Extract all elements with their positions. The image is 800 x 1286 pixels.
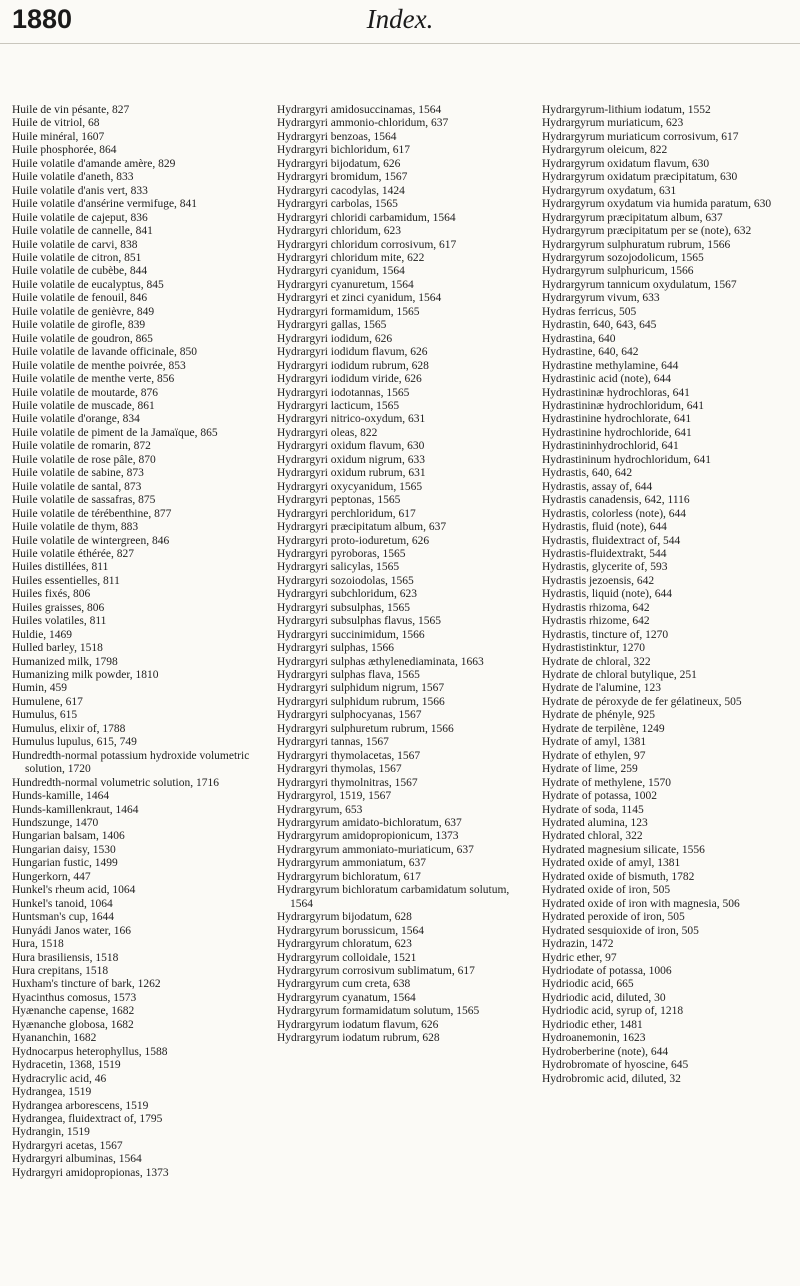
index-entry: Huile phosphorée, 864 xyxy=(12,144,117,157)
index-entry: Hydrargyri salicylas, 1565 xyxy=(277,561,400,574)
index-entry: Hydrastin, 640, 643, 645 xyxy=(542,319,657,332)
index-entry: Huile volatile de fenouil, 846 xyxy=(12,292,148,305)
index-entry: Hydrargyrum ammoniatum, 637 xyxy=(277,857,426,870)
index-entry: Hydrargyrum bichloratum carbamidatum solutum, 1564 xyxy=(277,884,510,910)
index-entry: Hydrate de chloral butylique, 251 xyxy=(542,669,697,682)
index-entry: Huntsman's cup, 1644 xyxy=(12,911,115,924)
index-entry: Hydrargyri gallas, 1565 xyxy=(277,319,387,332)
index-entry: Hydrastis jezoensis, 642 xyxy=(542,574,655,587)
index-entry: Hydrangea arborescens, 1519 xyxy=(12,1099,149,1112)
index-entry: Hydrargyri cacodylas, 1424 xyxy=(277,184,405,197)
index-entry: Hydrargyrum præcipitatum album, 637 xyxy=(542,211,723,224)
index-entry: Hydrastis, tincture of, 1270 xyxy=(542,628,669,641)
index-entry: Hydrargyri sulphas, 1566 xyxy=(277,642,395,655)
index-entry: Hunkel's tanoid, 1064 xyxy=(12,897,113,910)
index-entry: Huile volatile éthérée, 827 xyxy=(12,547,134,560)
index-entry: Hunds-kamille, 1464 xyxy=(12,790,110,803)
index-entry: Hydrastine methylamine, 644 xyxy=(542,359,679,372)
index-entry: Hydrargyri lacticum, 1565 xyxy=(277,399,400,412)
index-entry: Hydrargyri iodidum flavum, 626 xyxy=(277,346,428,359)
index-entry: Hydrated magnesium silicate, 1556 xyxy=(542,843,705,856)
index-entry: Huile volatile d'ansérine vermifuge, 841 xyxy=(12,198,198,211)
index-entry: Hydrargyrum sulphuricum, 1566 xyxy=(542,265,694,278)
index-entry: Hydrate of amyl, 1381 xyxy=(542,736,647,749)
index-entry: Huile volatile de citron, 851 xyxy=(12,251,142,264)
index-column-2 xyxy=(277,104,535,1046)
index-entry: Hydrargyrum-lithium iodatum, 1552 xyxy=(542,104,711,116)
index-entry: Hydrargyri sulphas flava, 1565 xyxy=(277,669,420,682)
index-entry: Hydrated chloral, 322 xyxy=(542,830,643,843)
index-entry: Hydrastis, colorless (note), 644 xyxy=(542,507,687,520)
index-entry: Hydrargyrum sozojodolicum, 1565 xyxy=(542,251,704,264)
index-entry: Hydrastis, fluid (note), 644 xyxy=(542,521,667,534)
index-entry: Hydrangea, 1519 xyxy=(12,1086,92,1099)
index-entry: Hydriodic acid, 665 xyxy=(542,978,634,991)
index-entry: Hydrate de l'alumine, 123 xyxy=(542,682,661,695)
index-entry: Hura, 1518 xyxy=(12,938,64,951)
index-entry: Hydrargyrum muriaticum corrosivum, 617 xyxy=(542,130,739,143)
index-entry: Hydrargyri oxidum nigrum, 633 xyxy=(277,453,425,466)
index-entry: Hydrate of soda, 1145 xyxy=(542,803,644,816)
index-entry: Hydrargyri tannas, 1567 xyxy=(277,736,389,749)
index-entry: Hydrargyri et zinci cyanidum, 1564 xyxy=(277,292,442,305)
page-header xyxy=(0,0,800,44)
index-entry: Huile volatile de eucalyptus, 845 xyxy=(12,278,164,291)
index-entry: Hydrargyri præcipitatum album, 637 xyxy=(277,521,447,534)
index-entry: Hydrate de phényle, 925 xyxy=(542,709,656,722)
index-entry: Hunyádi Janos water, 166 xyxy=(12,924,131,937)
index-column-3 xyxy=(542,104,796,1086)
index-entry: Hulled barley, 1518 xyxy=(12,642,103,655)
index-entry: Humulus, 615 xyxy=(12,709,78,722)
index-entry: Hundredth-normal potassium hydroxide volumetric solution, 1720 xyxy=(12,749,250,776)
index-entry: Hydrargyrum amidato-bichloratum, 637 xyxy=(277,817,462,830)
index-entry: Hydrargyri sulphas æthylenediaminata, 1663 xyxy=(277,655,484,668)
index-entry: Hydrargyrum, 653 xyxy=(277,803,363,816)
index-entry: Huile volatile de goudron, 865 xyxy=(12,332,153,345)
index-entry: Humanizing milk powder, 1810 xyxy=(12,669,159,682)
index-entry: Hydrated alumina, 123 xyxy=(542,817,648,830)
index-entry: Huile volatile d'aneth, 833 xyxy=(12,171,134,184)
index-entry: Huile volatile de cubèbe, 844 xyxy=(12,265,148,278)
index-entry: Hydrargyri bichloridum, 617 xyxy=(277,144,410,157)
index-entry: Huile minéral, 1607 xyxy=(12,130,105,143)
index-entry: Humulus lupulus, 615, 749 xyxy=(12,736,137,749)
index-entry: Hydrargyrum muriaticum, 623 xyxy=(542,117,684,130)
index-entry: Hydrargyri proto-ioduretum, 626 xyxy=(277,534,430,547)
index-entry: Huxham's tincture of bark, 1262 xyxy=(12,978,161,991)
index-entry: Hydrargyrum ammoniato-muriaticum, 637 xyxy=(277,843,474,856)
index-entry: Hydrargyri nitrico-oxydum, 631 xyxy=(277,413,426,426)
index-entry: Hydrargyri thymolas, 1567 xyxy=(277,763,402,776)
index-entry: Hydrargyri oxidum rubrum, 631 xyxy=(277,467,426,480)
index-entry: Hydrargyri ammonio-chloridum, 637 xyxy=(277,117,449,130)
index-entry: Huile de vitriol, 68 xyxy=(12,117,100,130)
index-entry: Hydrargyri subsulphas flavus, 1565 xyxy=(277,615,441,628)
index-entry: Hydrargyri iodidum rubrum, 628 xyxy=(277,359,429,372)
index-entry: Hydrastis canadensis, 642, 1116 xyxy=(542,494,690,507)
index-entry: Hundredth-normal volumetric solution, 1716 xyxy=(12,776,219,789)
index-entry: Hydrastinine hydrochlorate, 641 xyxy=(542,413,692,426)
index-entry: Huile volatile de lavande officinale, 850 xyxy=(12,346,197,359)
index-entry: Hydrargyrum vivum, 633 xyxy=(542,292,660,305)
index-entry: Huile volatile de térébenthine, 877 xyxy=(12,507,172,520)
index-entry: Hydrastis, assay of, 644 xyxy=(542,480,653,493)
index-entry: Hydrastis, 640, 642 xyxy=(542,467,633,480)
index-entry: Hydrargyrum bichloratum, 617 xyxy=(277,870,421,883)
index-column-1 xyxy=(12,104,267,1180)
index-entry: Hydrargyrum oxidatum flavum, 630 xyxy=(542,157,710,170)
index-entry: Hydrated oxide of bismuth, 1782 xyxy=(542,870,695,883)
index-entry: Hydracrylic acid, 46 xyxy=(12,1072,107,1085)
index-entry: Hydrargyri thymolacetas, 1567 xyxy=(277,749,421,762)
index-entry: Hydriodic acid, syrup of, 1218 xyxy=(542,1005,684,1018)
index-entry: Hydrated peroxide of iron, 505 xyxy=(542,911,685,924)
index-entry: Hydrargyri bijodatum, 626 xyxy=(277,157,401,170)
index-entry: Hydrastininum hydrochloridum, 641 xyxy=(542,453,711,466)
index-entry: Hydrargyrum tannicum oxydulatum, 1567 xyxy=(542,278,737,291)
index-entry: Hydrargyri albuminas, 1564 xyxy=(12,1153,142,1166)
index-entry: Hunkel's rheum acid, 1064 xyxy=(12,884,136,897)
index-entry: Huldie, 1469 xyxy=(12,628,73,641)
index-entry: Hydrastis rhizoma, 642 xyxy=(542,601,650,614)
index-entry: Hydrargyri cyanuretum, 1564 xyxy=(277,278,414,291)
index-entry: Huile volatile de thym, 883 xyxy=(12,521,139,534)
index-entry: Hydrargyrum iodatum rubrum, 628 xyxy=(277,1032,440,1045)
index-entry: Hydrated oxide of amyl, 1381 xyxy=(542,857,681,870)
index-entry: Huiles fixés, 806 xyxy=(12,588,91,601)
index-entry: Hydrastinine hydrochloride, 641 xyxy=(542,426,692,439)
index-entry: Hydroanemonin, 1623 xyxy=(542,1032,646,1045)
index-entry: Huile volatile d'amande amère, 829 xyxy=(12,157,176,170)
index-entry: Hyacinthus comosus, 1573 xyxy=(12,991,137,1004)
index-entry: Hydrargyri bromidum, 1567 xyxy=(277,171,408,184)
index-entry: Humulene, 617 xyxy=(12,695,83,708)
index-entry: Hydrargyrum oleicum, 822 xyxy=(542,144,668,157)
index-entry: Hydrate de chloral, 322 xyxy=(542,655,651,668)
index-entry: Hydrastis, liquid (note), 644 xyxy=(542,588,672,601)
index-entry: Hydrargyrum oxidatum præcipitatum, 630 xyxy=(542,171,738,184)
header-divider xyxy=(0,43,800,44)
index-entry: Hydrargyrum oxydatum via humida paratum, 630 xyxy=(542,198,772,211)
index-entry: Hydrargyrum cum creta, 638 xyxy=(277,978,411,991)
index-entry: Hydrargyri carbolas, 1565 xyxy=(277,198,398,211)
index-entry: Hydrargyri oxidum flavum, 630 xyxy=(277,440,425,453)
index-entry: Hydrargyri peptonas, 1565 xyxy=(277,494,401,507)
index-entry: Hydrated oxide of iron, 505 xyxy=(542,884,671,897)
index-entry: Hydrargyri sulphocyanas, 1567 xyxy=(277,709,422,722)
index-entry: Hydrargyri chloridum, 623 xyxy=(277,225,402,238)
index-entry: Hydrastis rhizome, 642 xyxy=(542,615,650,628)
index-entry: Hundszunge, 1470 xyxy=(12,817,99,830)
index-entry: Hydrastina, 640 xyxy=(542,332,616,345)
index-entry: Hydrargyrum borussicum, 1564 xyxy=(277,924,425,937)
index-entry: Hydrargyri sulphuretum rubrum, 1566 xyxy=(277,722,454,735)
index-entry: Hydrargyri oleas, 822 xyxy=(277,426,378,439)
index-entry: Hydrastininæ hydrochloras, 641 xyxy=(542,386,690,399)
index-entry: Hydrargyri amidosuccinamas, 1564 xyxy=(277,104,442,116)
index-entry: Hydracetin, 1368, 1519 xyxy=(12,1059,121,1072)
index-entry: Hydrargyri sozoiodolas, 1565 xyxy=(277,574,414,587)
index-entry: Hydrargyri chloridum mite, 622 xyxy=(277,251,425,264)
index-entry: Huile volatile de moutarde, 876 xyxy=(12,386,158,399)
index-entry: Huiles essentielles, 811 xyxy=(12,574,120,587)
index-entry: Hydrangin, 1519 xyxy=(12,1126,90,1139)
index-entry: Hydrargyri subsulphas, 1565 xyxy=(277,601,410,614)
index-entry: Hydroberberine (note), 644 xyxy=(542,1045,669,1058)
index-entry: Hydrate of potassa, 1002 xyxy=(542,790,657,803)
index-entry: Hydrargyrol, 1519, 1567 xyxy=(277,790,392,803)
index-entry: Hura brasiliensis, 1518 xyxy=(12,951,119,964)
index-entry: Hydrastistinktur, 1270 xyxy=(542,642,646,655)
page-number: 1880 xyxy=(12,4,73,34)
index-entry: Huile volatile de santal, 873 xyxy=(12,480,142,493)
index-entry: Huile volatile de muscade, 861 xyxy=(12,399,155,412)
index-entry: Hydrargyri formamidum, 1565 xyxy=(277,305,420,318)
index-entry: Hydras ferricus, 505 xyxy=(542,305,637,318)
index-entry: Hydrate de terpilène, 1249 xyxy=(542,722,665,735)
index-entry: Hydrate of methylene, 1570 xyxy=(542,776,672,789)
index-entry: Hydrargyri perchloridum, 617 xyxy=(277,507,416,520)
index-entry: Huile volatile de cannelle, 841 xyxy=(12,225,153,238)
index-entry: Hyananchin, 1682 xyxy=(12,1032,97,1045)
index-entry: Huile volatile d'anis vert, 833 xyxy=(12,184,148,197)
index-entry: Hydrastis, fluidextract of, 544 xyxy=(542,534,681,547)
index-entry: Hydrargyri cyanidum, 1564 xyxy=(277,265,405,278)
index-entry: Huile volatile de girofle, 839 xyxy=(12,319,146,332)
index-entry: Hydrargyrum bijodatum, 628 xyxy=(277,911,412,924)
index-entry: Hydrargyri sulphidum nigrum, 1567 xyxy=(277,682,445,695)
index-entry: Hydrangea, fluidextract of, 1795 xyxy=(12,1112,163,1125)
index-entry: Hydrargyri oxycyanidum, 1565 xyxy=(277,480,423,493)
index-entry: Hyænanche globosa, 1682 xyxy=(12,1018,134,1031)
index-entry: Hydrargyrum præcipitatum per se (note), 632 xyxy=(542,225,752,238)
index-entry: Hydrargyri acetas, 1567 xyxy=(12,1139,123,1152)
index-entry: Hydrobromate of hyoscine, 645 xyxy=(542,1059,689,1072)
index-entry: Hydrastininhydrochlorid, 641 xyxy=(542,440,679,453)
index-entry: Huile volatile d'orange, 834 xyxy=(12,413,140,426)
index-columns xyxy=(0,104,800,1280)
index-entry: Huile volatile de menthe verte, 856 xyxy=(12,373,175,386)
index-entry: Hydrargyri chloridi carbamidum, 1564 xyxy=(277,211,456,224)
index-entry: Hydrargyrum iodatum flavum, 626 xyxy=(277,1018,439,1031)
index-entry: Huiles graisses, 806 xyxy=(12,601,105,614)
index-entry: Humin, 459 xyxy=(12,682,67,695)
index-entry: Hydrargyri subchloridum, 623 xyxy=(277,588,418,601)
index-entry: Huiles volatiles, 811 xyxy=(12,615,107,628)
index-entry: Hydrargyrum chloratum, 623 xyxy=(277,938,412,951)
index-entry: Hydrastinic acid (note), 644 xyxy=(542,373,672,386)
index-entry: Hydnocarpus heterophyllus, 1588 xyxy=(12,1045,168,1058)
index-entry: Hunds-kamillenkraut, 1464 xyxy=(12,803,139,816)
running-title: Index. xyxy=(366,4,434,34)
index-entry: Hydrargyrum colloidale, 1521 xyxy=(277,951,417,964)
index-entry: Hydriodic acid, diluted, 30 xyxy=(542,991,666,1004)
index-entry: Huile volatile de piment de la Jamaïque, 865 xyxy=(12,426,218,439)
index-entry: Hydrargyrum cyanatum, 1564 xyxy=(277,991,416,1004)
index-entry: Hydrargyrum corrosivum sublimatum, 617 xyxy=(277,965,475,977)
index-entry: Hydrobromic acid, diluted, 32 xyxy=(542,1072,681,1085)
index-entry: Hydrastis, glycerite of, 593 xyxy=(542,561,668,574)
index-entry: Hydrargyrum formamidatum solutum, 1565 xyxy=(277,1005,480,1018)
index-entry: Hydrargyri succinimidum, 1566 xyxy=(277,628,425,641)
index-entry: Hydrargyri iodotannas, 1565 xyxy=(277,386,410,399)
index-entry: Hydrazin, 1472 xyxy=(542,938,614,951)
index-entry: Hydrargyri iodidum, 626 xyxy=(277,332,393,345)
index-entry: Hydrate de péroxyde de fer gélatineux, 505 xyxy=(542,695,742,708)
index-entry: Hydrate of ethylen, 97 xyxy=(542,749,646,762)
index-entry: Huile volatile de menthe poivrée, 853 xyxy=(12,359,186,372)
index-entry: Hydric ether, 97 xyxy=(542,951,617,964)
index-entry: Hydrated oxide of iron with magnesia, 506 xyxy=(542,897,740,910)
index-entry: Humanized milk, 1798 xyxy=(12,655,118,668)
index-entry: Hura crepitans, 1518 xyxy=(12,965,109,977)
index-entry: Hydrargyrum amidopropionicum, 1373 xyxy=(277,830,459,843)
index-entry: Hydrargyri pyroboras, 1565 xyxy=(277,547,406,560)
index-entry: Hydrargyri sulphidum rubrum, 1566 xyxy=(277,695,445,708)
index-entry: Hungarian balsam, 1406 xyxy=(12,830,125,843)
index-entry: Huile volatile de genièvre, 849 xyxy=(12,305,155,318)
index-entry: Hydrargyrum sulphuratum rubrum, 1566 xyxy=(542,238,731,251)
index-entry: Hydrargyrum oxydatum, 631 xyxy=(542,184,677,197)
index-entry: Hydrate of lime, 259 xyxy=(542,763,638,776)
index-entry: Hydriodic ether, 1481 xyxy=(542,1018,643,1031)
index-entry: Hungerkorn, 447 xyxy=(12,870,91,883)
index-entry: Hydrastis-fluidextrakt, 544 xyxy=(542,547,667,560)
index-entry: Huile volatile de rose pâle, 870 xyxy=(12,453,156,466)
index-entry: Hydriodate of potassa, 1006 xyxy=(542,965,672,977)
index-entry: Hungarian daisy, 1530 xyxy=(12,843,116,856)
index-entry: Hungarian fustic, 1499 xyxy=(12,857,118,870)
index-entry: Hydrargyri iodidum viride, 626 xyxy=(277,373,422,386)
index-entry: Hydrargyri thymolnitras, 1567 xyxy=(277,776,418,789)
index-entry: Hydrastine, 640, 642 xyxy=(542,346,639,359)
index-entry: Huile volatile de carvi, 838 xyxy=(12,238,138,251)
index-entry: Huiles distillées, 811 xyxy=(12,561,109,574)
index-entry: Hyænanche capense, 1682 xyxy=(12,1005,135,1018)
index-entry: Huile volatile de wintergreen, 846 xyxy=(12,534,170,547)
index-entry: Hydrargyri benzoas, 1564 xyxy=(277,130,397,143)
index-entry: Hydrargyri chloridum corrosivum, 617 xyxy=(277,238,457,251)
index-entry: Hydrastininæ hydrochloridum, 641 xyxy=(542,399,704,412)
index-entry: Huile volatile de romarin, 872 xyxy=(12,440,151,453)
index-entry: Huile volatile de sabine, 873 xyxy=(12,467,144,480)
index-entry: Huile volatile de sassafras, 875 xyxy=(12,494,156,507)
index-entry: Huile volatile de cajeput, 836 xyxy=(12,211,148,224)
index-entry: Huile de vin pésante, 827 xyxy=(12,104,130,116)
index-entry: Hydrargyri amidopropionas, 1373 xyxy=(12,1166,169,1179)
index-entry: Hydrated sesquioxide of iron, 505 xyxy=(542,924,699,937)
index-entry: Humulus, elixir of, 1788 xyxy=(12,722,126,735)
